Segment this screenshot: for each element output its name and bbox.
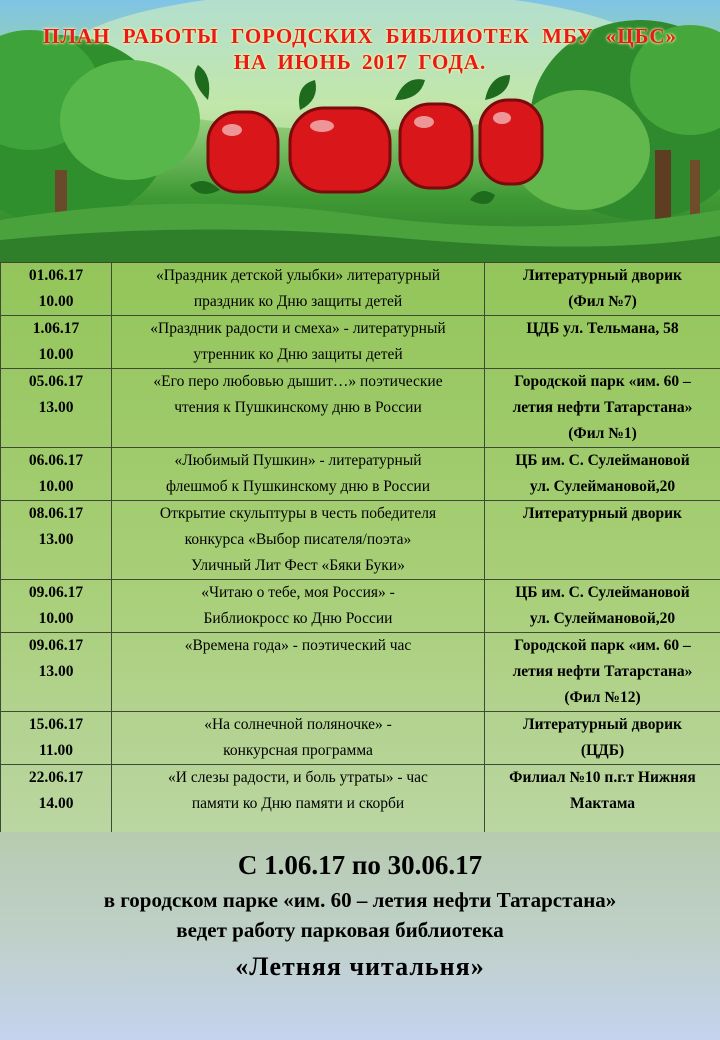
event-place-line: летия нефти Татарстана» (512, 663, 693, 680)
events-table (0, 262, 720, 843)
event-place-cell (485, 712, 720, 765)
event-description-line: «Праздник радости и смеха» - литературный (150, 320, 446, 337)
event-row (1, 501, 720, 580)
event-time: 13.00 (38, 531, 74, 548)
event-row (1, 580, 720, 633)
event-date: 08.06.17 (28, 505, 84, 522)
event-place-cell (485, 369, 720, 448)
event-place-cell (485, 633, 720, 712)
event-place-line: Городской парк «им. 60 – (514, 637, 691, 654)
event-row (1, 633, 720, 712)
event-date: 1.06.17 (32, 320, 80, 337)
event-date: 15.06.17 (28, 716, 84, 733)
event-date-cell (1, 580, 112, 633)
event-date-cell (1, 316, 112, 369)
event-date-cell (1, 712, 112, 765)
event-time: 10.00 (38, 346, 74, 363)
event-date: 22.06.17 (28, 769, 84, 786)
event-description-line: «И слезы радости, и боль утраты» - час (168, 769, 428, 786)
event-description-cell (112, 263, 485, 316)
event-description-cell (112, 316, 485, 369)
event-place-line: Литературный дворик (523, 267, 682, 284)
event-description-line: конкурсная программа (223, 742, 373, 759)
event-description-cell (112, 369, 485, 448)
event-row (1, 369, 720, 448)
event-description-line: утренник ко Дню защиты детей (193, 346, 403, 363)
event-date: 09.06.17 (28, 637, 84, 654)
event-description-line: флешмоб к Пушкинскому дню в России (166, 478, 430, 495)
footer-library-name: «Летняя читальня» (235, 952, 485, 981)
event-description-line: «Любимый Пушкин» - литературный (174, 452, 422, 469)
footer-location: в городском парке «им. 60 – летия нефти Татарстана» (103, 888, 617, 912)
event-description-cell (112, 633, 485, 712)
event-place-line: Литературный дворик (523, 505, 682, 522)
event-place-line: ЦБ им. С. Сулеймановой (515, 584, 690, 601)
event-place-cell (485, 765, 720, 843)
footer-description: ведет работу парковая библиотека (176, 918, 504, 942)
event-description-line: «Его перо любовью дышит…» поэтические (153, 373, 443, 390)
event-description-line: Уличный Лит Фест «Бяки Буки» (191, 557, 405, 574)
event-date-cell (1, 448, 112, 501)
event-date-cell (1, 765, 112, 843)
event-place-line: ул. Сулеймановой,20 (529, 610, 676, 627)
event-place-line: (Фил №7) (568, 293, 637, 310)
event-description-cell (112, 580, 485, 633)
event-description-cell (112, 712, 485, 765)
event-place-cell (485, 448, 720, 501)
event-time: 14.00 (38, 795, 74, 812)
event-time: 10.00 (38, 610, 74, 627)
event-date-cell (1, 501, 112, 580)
event-description-line: «На солнечной поляночке» - (204, 716, 392, 733)
event-place-cell (485, 263, 720, 316)
page-title: ПЛАН РАБОТЫ ГОРОДСКИХ БИБЛИОТЕК МБУ «ЦБС» (42, 24, 677, 48)
event-place-cell (485, 501, 720, 580)
event-description-line: Библиокросс ко Дню России (203, 610, 393, 627)
event-row (1, 316, 720, 369)
event-place-line: (Фил №12) (564, 689, 641, 706)
event-place-line: Мактама (569, 795, 636, 812)
event-row (1, 263, 720, 316)
event-place-cell (485, 580, 720, 633)
event-place-line: ЦБ им. С. Сулеймановой (515, 452, 690, 469)
page-subtitle: НА ИЮНЬ 2017 ГОДА. (233, 50, 487, 74)
event-time: 13.00 (38, 399, 74, 416)
event-description-line: «Читаю о тебе, моя Россия» - (201, 584, 395, 601)
event-place-line: летия нефти Татарстана» (512, 399, 693, 416)
event-time: 13.00 (38, 663, 74, 680)
event-date: 01.06.17 (28, 267, 84, 284)
event-description-line: конкурса «Выбор писателя/поэта» (184, 531, 412, 548)
event-row (1, 712, 720, 765)
footer-date-range: С 1.06.17 по 30.06.17 (237, 850, 483, 880)
event-description-line: памяти ко Дню памяти и скорби (191, 795, 405, 812)
event-place-line: ЦДБ ул. Тельмана, 58 (526, 320, 679, 337)
event-date-cell (1, 633, 112, 712)
event-time: 10.00 (38, 478, 74, 495)
event-description-cell (112, 448, 485, 501)
event-date: 05.06.17 (28, 373, 84, 390)
event-date-cell (1, 263, 112, 316)
event-description-cell (112, 765, 485, 843)
header-banner (0, 0, 720, 262)
event-date: 09.06.17 (28, 584, 84, 601)
event-place-line: ул. Сулеймановой,20 (529, 478, 676, 495)
event-place-line: (Фил №1) (568, 425, 637, 442)
event-description-cell (112, 501, 485, 580)
event-description-line: «Праздник детской улыбки» литературный (155, 267, 441, 284)
event-row (1, 765, 720, 843)
event-date-cell (1, 369, 112, 448)
event-place-line: Литературный дворик (523, 716, 682, 733)
event-description-line: чтения к Пушкинскому дню в России (174, 399, 422, 416)
event-time: 10.00 (38, 293, 74, 310)
event-place-line: Городской парк «им. 60 – (514, 373, 691, 390)
event-row (1, 448, 720, 501)
event-description-line: праздник ко Дню защиты детей (193, 293, 403, 310)
event-place-line: Филиал №10 п.г.т Нижняя (509, 769, 696, 786)
event-description-line: Открытие скульптуры в честь победителя (159, 505, 437, 522)
event-time: 11.00 (38, 742, 74, 759)
event-description-line: «Времена года» - поэтический час (184, 637, 412, 654)
event-date: 06.06.17 (28, 452, 84, 469)
event-place-line: (ЦДБ) (580, 742, 625, 759)
event-place-cell (485, 316, 720, 369)
